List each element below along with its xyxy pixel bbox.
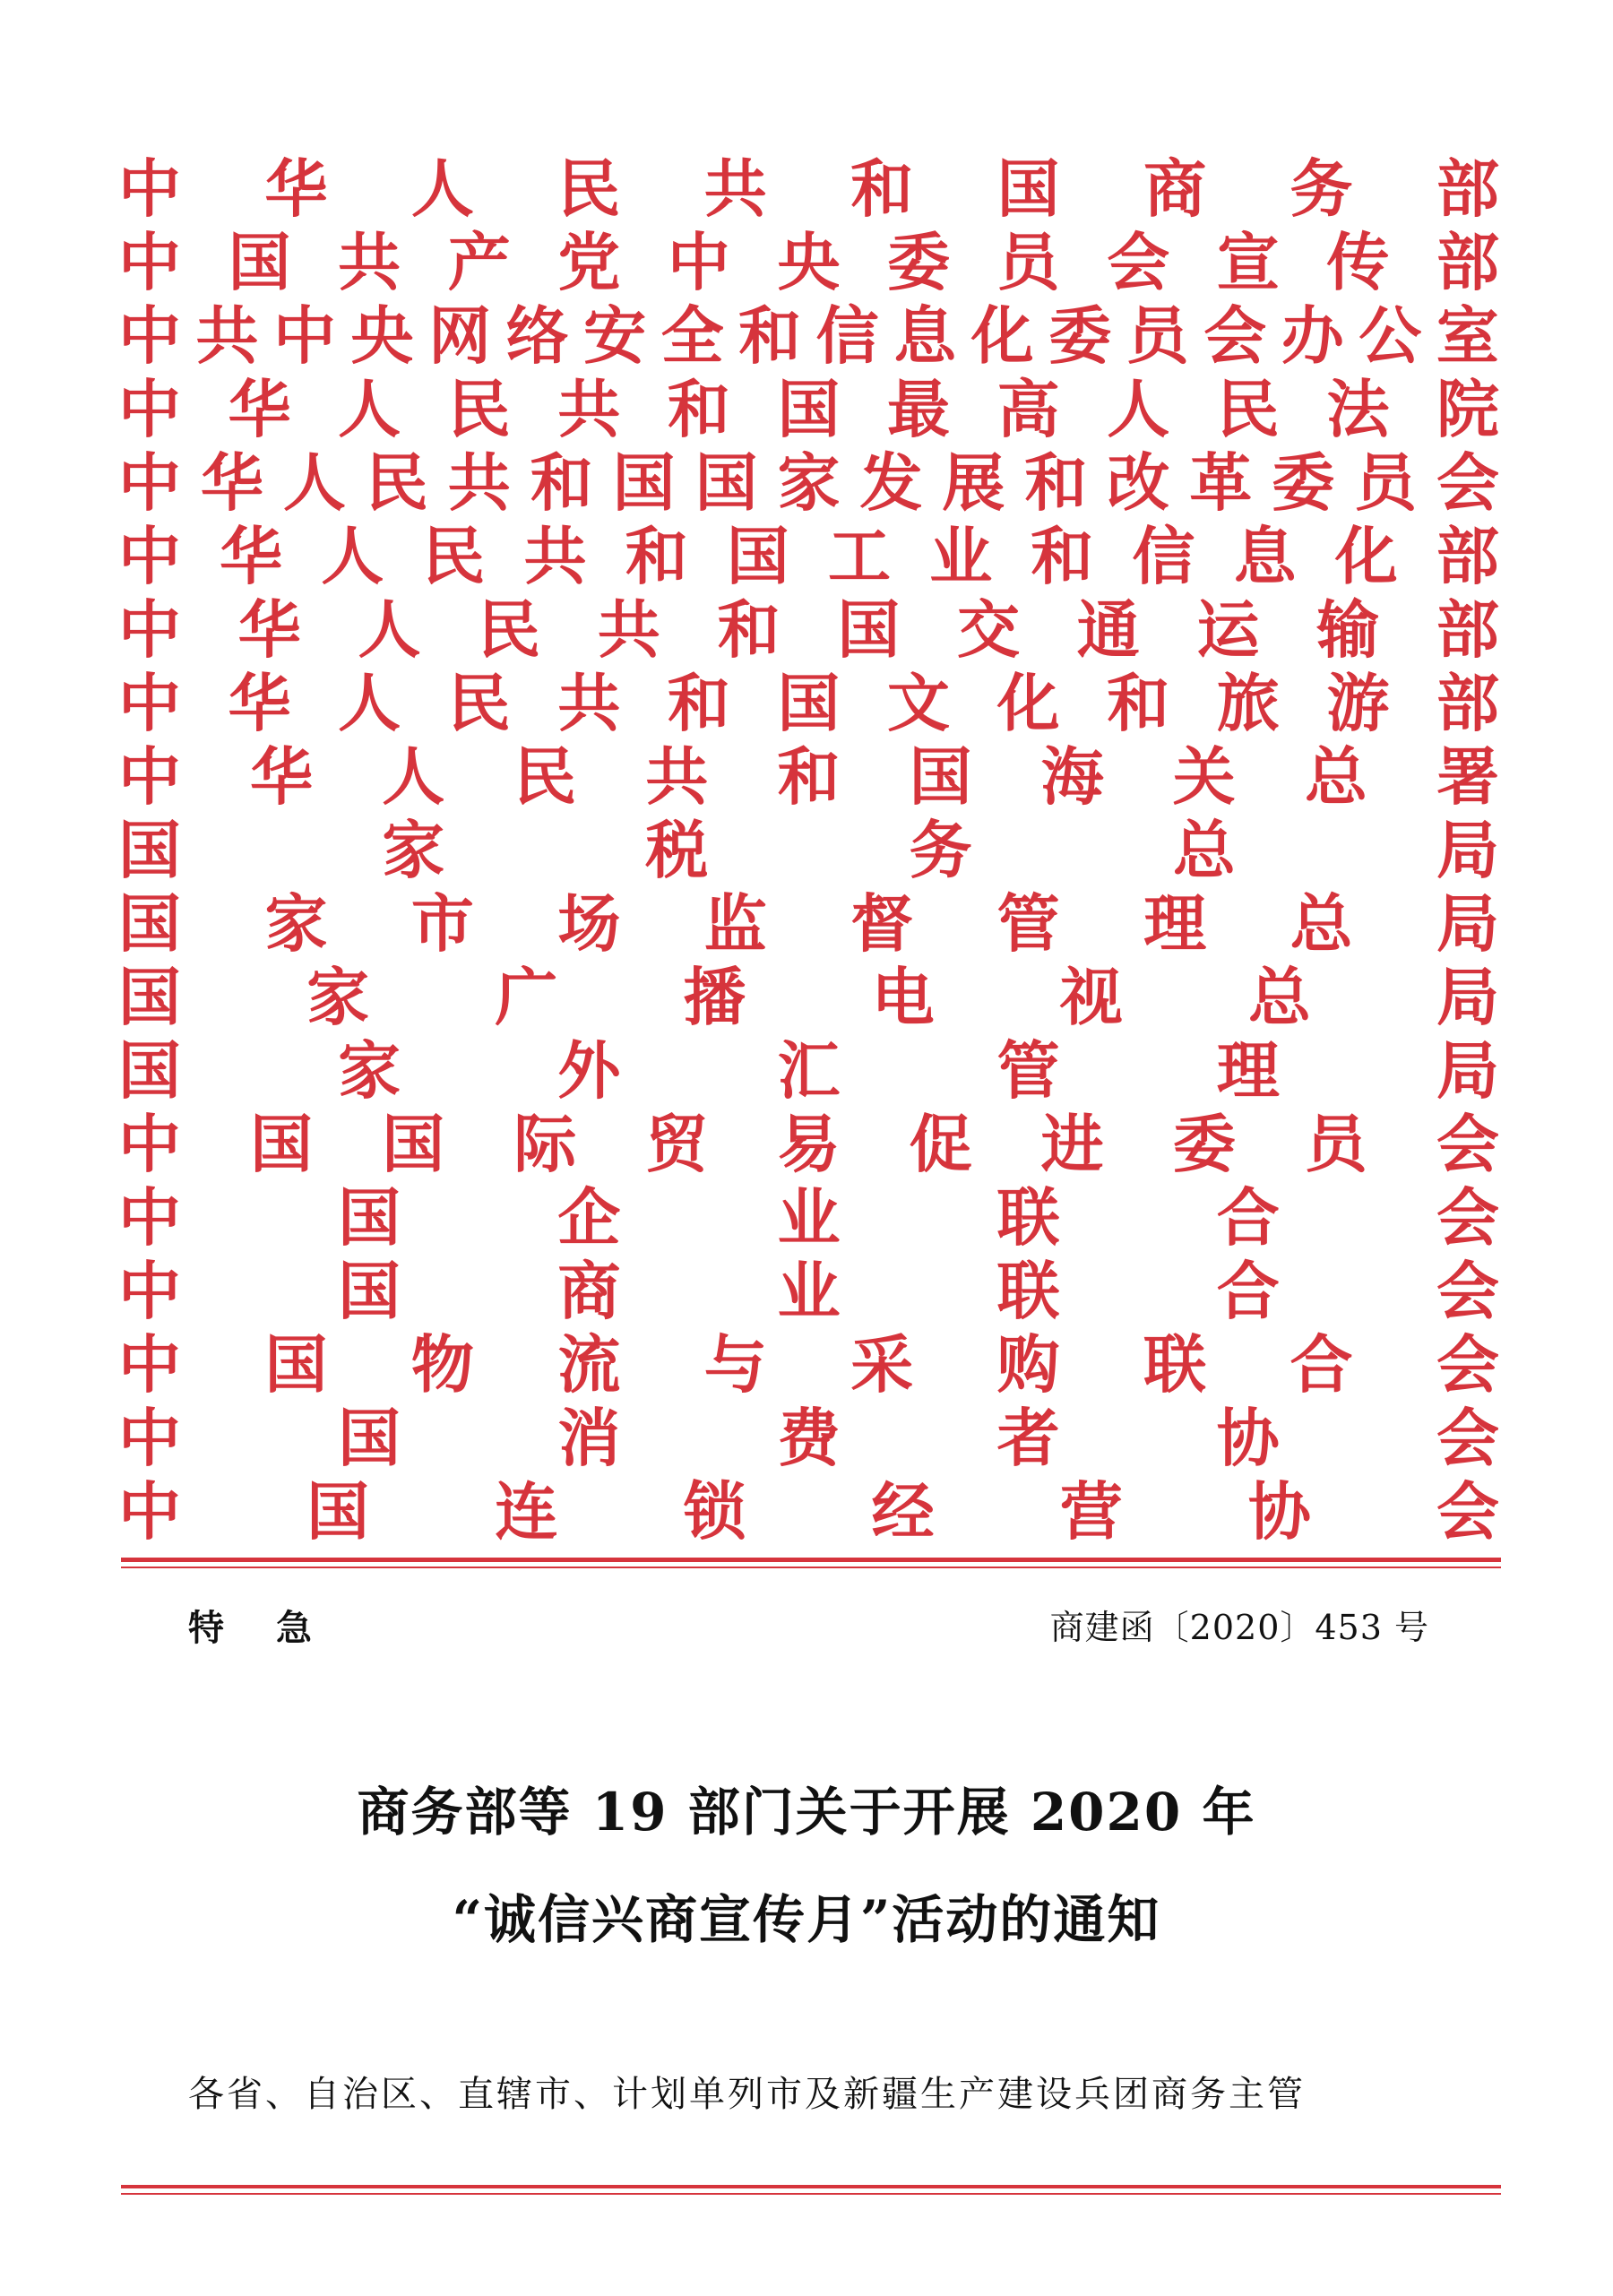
organization-char: 商 xyxy=(1143,151,1207,226)
organization-char: 贸 xyxy=(645,1107,709,1181)
organization-char: 改 xyxy=(1107,445,1170,520)
organization-row xyxy=(116,152,1501,226)
organization-char: 外 xyxy=(557,1033,621,1108)
organization-row xyxy=(116,520,1501,593)
organization-char: 中 xyxy=(118,1180,181,1255)
urgency-label: 特急 xyxy=(188,1608,364,1649)
organization-char: 总 xyxy=(1290,886,1353,961)
organization-char: 中 xyxy=(118,298,181,373)
organization-char: 华 xyxy=(237,592,301,667)
organization-char: 国 xyxy=(837,592,901,667)
organization-char: 局 xyxy=(1436,960,1499,1034)
organization-char: 化 xyxy=(996,666,1060,740)
organization-char: 国 xyxy=(612,445,676,520)
organization-char: 播 xyxy=(683,960,746,1034)
organization-char: 联 xyxy=(1143,1327,1207,1402)
organization-char: 会 xyxy=(1436,1474,1499,1549)
organization-char: 和 xyxy=(1107,666,1170,740)
organization-char: 共 xyxy=(338,225,401,299)
issuing-organizations xyxy=(116,152,1501,1549)
organization-char: 和 xyxy=(667,666,730,740)
organization-char: 交 xyxy=(957,592,1021,667)
organization-char: 会 xyxy=(1436,1401,1499,1475)
organization-char: 高 xyxy=(996,372,1060,446)
organization-char: 局 xyxy=(1436,1033,1499,1108)
organization-char: 最 xyxy=(887,372,951,446)
organization-char: 国 xyxy=(338,1180,401,1255)
organization-row xyxy=(116,667,1501,740)
organization-char: 全 xyxy=(660,298,724,373)
organization-char: 管 xyxy=(996,1033,1060,1108)
organization-char: 办 xyxy=(1281,298,1344,373)
organization-char: 共 xyxy=(557,666,621,740)
document-title-line-1: 商务部等 19 部门关于开展 2020 年 xyxy=(357,1782,1256,1843)
organization-char: 输 xyxy=(1316,592,1380,667)
organization-char: 民 xyxy=(422,519,486,593)
organization-char: 共 xyxy=(447,445,511,520)
organization-char: 民 xyxy=(557,151,621,226)
organization-row xyxy=(116,226,1501,299)
organization-char: 联 xyxy=(996,1180,1060,1255)
organization-char: 中 xyxy=(118,1107,181,1181)
organization-char: 商 xyxy=(557,1254,621,1328)
organization-char: 国 xyxy=(338,1254,401,1328)
organization-char: 业 xyxy=(777,1180,841,1255)
organization-char: 场 xyxy=(557,886,621,961)
organization-char: 合 xyxy=(1216,1254,1280,1328)
organization-char: 促 xyxy=(909,1107,972,1181)
organization-char: 联 xyxy=(996,1254,1060,1328)
organization-char: 中 xyxy=(118,1327,181,1402)
organization-char: 物 xyxy=(410,1327,474,1402)
organization-char: 文 xyxy=(887,666,951,740)
organization-char: 旅 xyxy=(1216,666,1280,740)
organization-char: 部 xyxy=(1436,225,1499,299)
organization-char: 国 xyxy=(777,666,841,740)
organization-row xyxy=(116,373,1501,446)
organization-char: 际 xyxy=(513,1107,577,1181)
organization-char: 流 xyxy=(557,1327,621,1402)
organization-row xyxy=(116,446,1501,520)
organization-char: 展 xyxy=(942,445,1005,520)
organization-char: 和 xyxy=(667,372,730,446)
organization-char: 电 xyxy=(871,960,935,1034)
organization-char: 络 xyxy=(505,298,569,373)
organization-char: 共 xyxy=(523,519,587,593)
organization-char: 和 xyxy=(625,519,688,593)
organization-char: 家 xyxy=(338,1033,401,1108)
organization-char: 中 xyxy=(273,298,337,373)
organization-char: 运 xyxy=(1196,592,1260,667)
organization-char: 华 xyxy=(250,739,314,814)
organization-char: 国 xyxy=(306,1474,370,1549)
organization-char: 共 xyxy=(645,739,709,814)
organization-row xyxy=(116,1034,1501,1108)
organization-char: 易 xyxy=(777,1107,841,1181)
organization-char: 息 xyxy=(893,298,957,373)
organization-char: 会 xyxy=(1436,1107,1499,1181)
organization-char: 会 xyxy=(1436,1327,1499,1402)
organization-char: 公 xyxy=(1359,298,1422,373)
organization-char: 化 xyxy=(1334,519,1398,593)
organization-char: 华 xyxy=(200,445,263,520)
organization-char: 中 xyxy=(118,445,181,520)
organization-char: 与 xyxy=(703,1327,767,1402)
organization-char: 会 xyxy=(1203,298,1267,373)
organization-char: 人 xyxy=(338,666,401,740)
organization-char: 党 xyxy=(557,225,621,299)
organization-char: 管 xyxy=(996,886,1060,961)
organization-char: 国 xyxy=(382,1107,445,1181)
organization-char: 民 xyxy=(1216,372,1280,446)
organization-char: 民 xyxy=(447,666,511,740)
organization-char: 信 xyxy=(815,298,879,373)
organization-char: 署 xyxy=(1436,739,1499,814)
organization-char: 员 xyxy=(1126,298,1189,373)
organization-char: 国 xyxy=(118,1033,181,1108)
organization-char: 和 xyxy=(738,298,802,373)
organization-char: 员 xyxy=(996,225,1060,299)
organization-char: 会 xyxy=(1436,1254,1499,1328)
organization-char: 央 xyxy=(777,225,841,299)
organization-row xyxy=(116,1108,1501,1181)
organization-char: 部 xyxy=(1436,592,1499,667)
organization-char: 华 xyxy=(228,666,291,740)
organization-char: 国 xyxy=(118,886,181,961)
organization-char: 和 xyxy=(850,151,914,226)
organization-char: 委 xyxy=(1172,1107,1236,1181)
organization-char: 共 xyxy=(703,151,767,226)
organization-char: 务 xyxy=(1290,151,1353,226)
organization-char: 民 xyxy=(478,592,541,667)
organization-char: 中 xyxy=(118,151,181,226)
organization-char: 协 xyxy=(1216,1401,1280,1475)
organization-char: 和 xyxy=(530,445,593,520)
organization-char: 合 xyxy=(1290,1327,1353,1402)
organization-char: 会 xyxy=(1436,1180,1499,1255)
footer-rule-thick xyxy=(121,2185,1501,2188)
organization-char: 中 xyxy=(118,1401,181,1475)
organization-char: 和 xyxy=(1024,445,1088,520)
organization-char: 国 xyxy=(694,445,758,520)
organization-char: 中 xyxy=(667,225,730,299)
organization-char: 中 xyxy=(118,739,181,814)
organization-char: 共 xyxy=(195,298,259,373)
organization-char: 国 xyxy=(909,739,972,814)
organization-char: 和 xyxy=(1031,519,1094,593)
organization-char: 民 xyxy=(365,445,428,520)
organization-char: 会 xyxy=(1107,225,1170,299)
organization-char: 税 xyxy=(645,813,709,887)
organization-row xyxy=(116,740,1501,814)
organization-char: 中 xyxy=(118,225,181,299)
organization-char: 中 xyxy=(118,372,181,446)
organization-char: 委 xyxy=(887,225,951,299)
organization-char: 人 xyxy=(338,372,401,446)
organization-char: 费 xyxy=(777,1401,841,1475)
organization-char: 委 xyxy=(1048,298,1112,373)
organization-char: 业 xyxy=(929,519,993,593)
organization-char: 家 xyxy=(264,886,328,961)
organization-char: 国 xyxy=(996,151,1060,226)
organization-char: 民 xyxy=(447,372,511,446)
organization-row xyxy=(116,1181,1501,1255)
document-number: 商建函〔2020〕453 号 xyxy=(1049,1608,1429,1647)
organization-char: 人 xyxy=(321,519,384,593)
organization-char: 央 xyxy=(350,298,414,373)
organization-char: 市 xyxy=(410,886,474,961)
organization-char: 委 xyxy=(1272,445,1335,520)
organization-char: 传 xyxy=(1326,225,1390,299)
organization-char: 员 xyxy=(1304,1107,1367,1181)
organization-char: 企 xyxy=(557,1180,621,1255)
organization-char: 人 xyxy=(410,151,474,226)
organization-char: 发 xyxy=(859,445,923,520)
organization-char: 中 xyxy=(118,1474,181,1549)
organization-char: 务 xyxy=(909,813,972,887)
organization-char: 关 xyxy=(1172,739,1236,814)
organization-char: 广 xyxy=(495,960,558,1034)
organization-char: 法 xyxy=(1326,372,1390,446)
organization-char: 华 xyxy=(228,372,291,446)
organization-char: 海 xyxy=(1040,739,1104,814)
organization-char: 业 xyxy=(777,1254,841,1328)
organization-char: 信 xyxy=(1132,519,1195,593)
organization-char: 理 xyxy=(1143,886,1207,961)
organization-char: 员 xyxy=(1354,445,1418,520)
organization-char: 总 xyxy=(1304,739,1367,814)
organization-char: 国 xyxy=(338,1401,401,1475)
organization-char: 者 xyxy=(996,1401,1060,1475)
organization-char: 人 xyxy=(358,592,421,667)
organization-row xyxy=(116,961,1501,1034)
organization-char: 产 xyxy=(447,225,511,299)
organization-char: 国 xyxy=(228,225,291,299)
organization-char: 华 xyxy=(264,151,328,226)
organization-row xyxy=(116,1402,1501,1475)
organization-char: 局 xyxy=(1436,886,1499,961)
organization-char: 共 xyxy=(557,372,621,446)
organization-char: 中 xyxy=(118,592,181,667)
organization-char: 中 xyxy=(118,519,181,593)
organization-char: 总 xyxy=(1247,960,1311,1034)
organization-char: 锁 xyxy=(683,1474,746,1549)
organization-char: 游 xyxy=(1326,666,1390,740)
organization-char: 家 xyxy=(777,445,841,520)
organization-row xyxy=(116,1328,1501,1402)
organization-char: 合 xyxy=(1216,1180,1280,1255)
organization-char: 国 xyxy=(726,519,789,593)
organization-char: 消 xyxy=(557,1401,621,1475)
organization-char: 经 xyxy=(871,1474,935,1549)
organization-char: 网 xyxy=(428,298,492,373)
organization-char: 连 xyxy=(495,1474,558,1549)
organization-char: 汇 xyxy=(777,1033,841,1108)
organization-char: 营 xyxy=(1059,1474,1123,1549)
organization-char: 部 xyxy=(1436,666,1499,740)
organization-row xyxy=(116,887,1501,961)
organization-row xyxy=(116,1255,1501,1328)
organization-char: 人 xyxy=(282,445,346,520)
organization-row xyxy=(116,814,1501,887)
organization-char: 家 xyxy=(306,960,370,1034)
organization-char: 化 xyxy=(970,298,1034,373)
organization-char: 进 xyxy=(1040,1107,1104,1181)
organization-char: 革 xyxy=(1189,445,1253,520)
organization-char: 理 xyxy=(1216,1033,1280,1108)
organization-char: 国 xyxy=(118,960,181,1034)
organization-char: 和 xyxy=(777,739,841,814)
organization-char: 华 xyxy=(220,519,283,593)
organization-row xyxy=(116,299,1501,373)
organization-char: 国 xyxy=(118,813,181,887)
organization-char: 局 xyxy=(1436,813,1499,887)
organization-char: 部 xyxy=(1436,519,1499,593)
organization-char: 视 xyxy=(1059,960,1123,1034)
organization-char: 人 xyxy=(382,739,445,814)
organization-char: 共 xyxy=(597,592,660,667)
organization-char: 人 xyxy=(1107,372,1170,446)
organization-char: 国 xyxy=(777,372,841,446)
organization-char: 和 xyxy=(717,592,781,667)
header-rule-thin xyxy=(121,1567,1501,1568)
organization-char: 监 xyxy=(703,886,767,961)
addressee: 各省、自治区、直辖市、计划单列市及新疆生产建设兵团商务主管 xyxy=(188,2074,1306,2115)
organization-char: 协 xyxy=(1247,1474,1311,1549)
organization-char: 总 xyxy=(1172,813,1236,887)
organization-char: 会 xyxy=(1436,445,1499,520)
organization-row xyxy=(116,1475,1501,1549)
organization-char: 宣 xyxy=(1216,225,1280,299)
organization-char: 通 xyxy=(1076,592,1140,667)
organization-char: 采 xyxy=(850,1327,914,1402)
organization-char: 购 xyxy=(996,1327,1060,1402)
organization-char: 家 xyxy=(382,813,445,887)
organization-char: 中 xyxy=(118,1254,181,1328)
organization-char: 督 xyxy=(850,886,914,961)
organization-char: 部 xyxy=(1436,151,1499,226)
footer-rule-thin xyxy=(121,2193,1501,2195)
organization-char: 安 xyxy=(583,298,647,373)
organization-row xyxy=(116,593,1501,667)
organization-char: 工 xyxy=(827,519,891,593)
organization-char: 息 xyxy=(1233,519,1297,593)
organization-char: 国 xyxy=(264,1327,328,1402)
organization-char: 国 xyxy=(250,1107,314,1181)
organization-char: 室 xyxy=(1436,298,1499,373)
header-rule-thick xyxy=(121,1558,1501,1562)
organization-char: 中 xyxy=(118,666,181,740)
organization-char: 民 xyxy=(513,739,577,814)
document-title-line-2: “诚信兴商宣传月”活动的通知 xyxy=(452,1889,1161,1950)
organization-char: 院 xyxy=(1436,372,1499,446)
